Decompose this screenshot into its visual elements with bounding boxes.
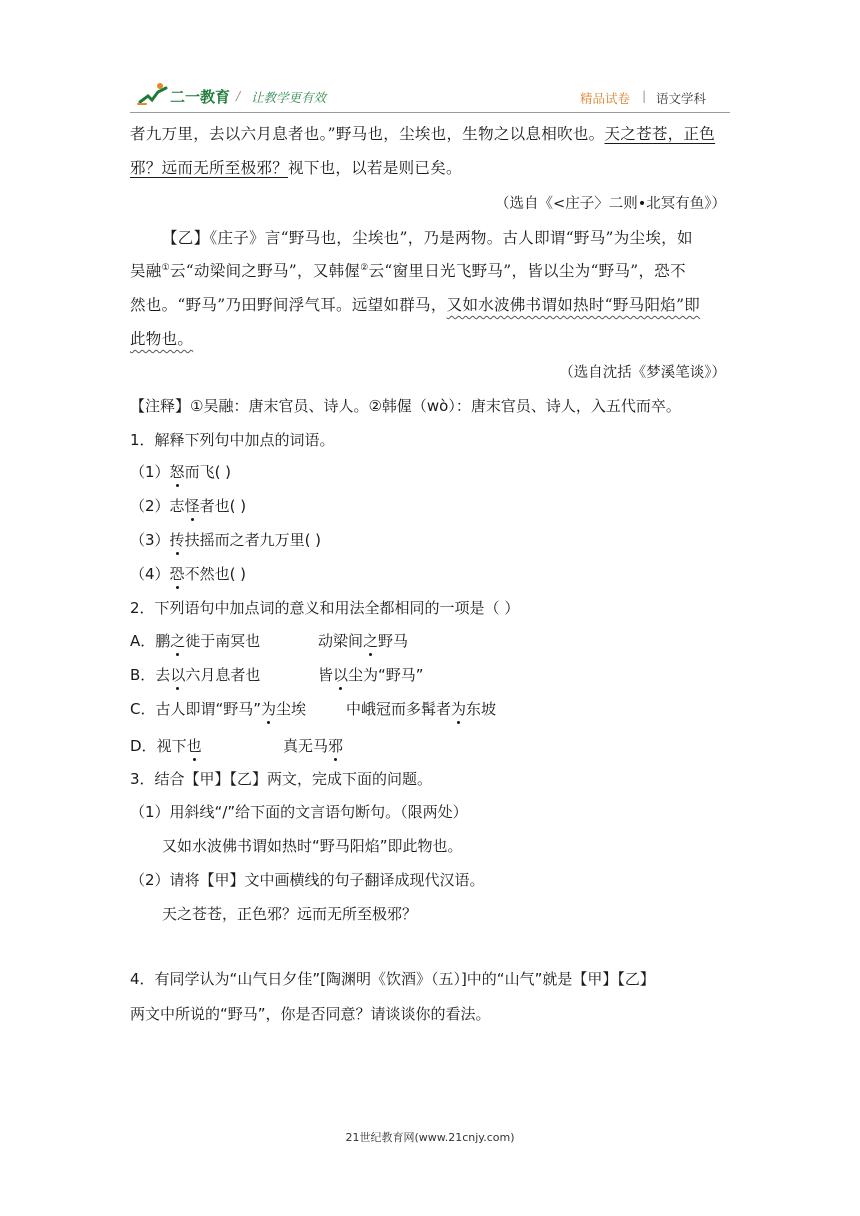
item-prefix: （1） — [130, 463, 170, 481]
dotted-word: 也 — [186, 737, 202, 755]
option-text: 尘埃 — [276, 700, 307, 718]
passage-jia-line2 — [130, 156, 462, 178]
dotted-word: 之 — [170, 632, 186, 650]
text-segment: 然也。“野马”乃田野间浮气耳。远望如群马， — [130, 296, 447, 314]
text-segment: 者九万里，去以六月息者也。”野马也，尘埃也，生物之以息相吹也。 — [130, 125, 605, 143]
option-label: B． — [130, 666, 156, 684]
q3-sub1-text: 又如水波佛书谓如热时“野马阳焰”即此物也。 — [162, 837, 463, 855]
slogan: 让教学更有效 — [251, 90, 327, 105]
option-text: 鹏 — [155, 632, 171, 650]
option-text: 去 — [155, 666, 171, 684]
passage-jia-line1 — [130, 122, 715, 144]
item-text: 扶摇而之者九万里( ) — [184, 531, 322, 549]
dotted-word: 抟 — [169, 531, 185, 549]
option-text: 东坡 — [466, 700, 497, 718]
q2-option-b-right — [318, 664, 424, 685]
wavy-underlined-sentence: 此物也。 — [130, 330, 194, 348]
header-rule — [130, 112, 730, 113]
q3-title: 3．结合【甲】【乙】两文，完成下面的问题。 — [130, 770, 433, 788]
q1-item-4 — [130, 563, 246, 584]
dotted-word: 为 — [451, 700, 467, 718]
item-prefix: （2） — [130, 497, 170, 515]
q2-option-c-right — [346, 698, 496, 719]
text-segment: 云“窗里日光飞野马”，皆以尘为“野马”，恐不 — [368, 262, 686, 280]
footnote-mark: ② — [360, 262, 369, 273]
item-prefix: （3） — [130, 531, 170, 549]
q2-title: 2．下列语句中加点词的意义和用法全都相同的一项是（ ） — [130, 599, 520, 617]
underlined-sentence: 天之苍苍，正色 — [604, 125, 716, 143]
q2-option-d-right — [283, 735, 343, 756]
dotted-word: 恐 — [169, 565, 185, 583]
dotted-word: 为 — [261, 700, 277, 718]
footer: 21世纪教育网(www.21cnjy.com) — [345, 1131, 515, 1144]
passage-yi-source: （选自沈括《梦溪笔谈》） — [559, 365, 726, 381]
item-text: 者也( ) — [199, 497, 247, 515]
q3-sub2: （2）请将【甲】文中画横线的句子翻译成现代汉语。 — [130, 871, 485, 889]
q2-option-d — [130, 735, 202, 756]
option-text: 古人即谓“野马” — [155, 700, 262, 718]
option-label: A． — [130, 632, 156, 650]
text-segment: 云“动梁间之野马”，又韩偓 — [169, 262, 361, 280]
runner-logo-icon — [136, 82, 170, 106]
item-prefix: （4） — [130, 565, 170, 583]
header-separator: / — [236, 88, 241, 103]
underlined-sentence: 邪？远而无所至极邪？ — [130, 159, 289, 177]
dotted-word: 怪 — [184, 497, 200, 515]
q1-item-2 — [130, 495, 246, 516]
option-text: 野马 — [378, 632, 409, 650]
wavy-underlined-sentence: 又如水波佛书谓如热时“野马阳焰”即 — [446, 296, 701, 314]
text-segment: 视下也，以若是则已矣。 — [288, 159, 462, 177]
q2-option-b — [130, 664, 260, 685]
q4-line1: 4．有同学认为“山气日夕佳”[陶渊明《饮酒》（五）]中的“山气”就是【甲】【乙】 — [130, 970, 655, 988]
option-text: 皆 — [318, 666, 334, 684]
passage-yi-line3 — [130, 293, 700, 315]
q4-line2: 两文中所说的“野马”，你是否同意？请谈谈你的看法。 — [130, 1005, 491, 1023]
text-segment: 吴融 — [130, 262, 162, 280]
passage-yi-line4 — [130, 327, 193, 349]
passage-yi-line1: 【乙】《庄子》言“野马也，尘埃也”，乃是两物。古人即谓“野马”为尘埃，如 — [162, 229, 693, 247]
option-text: 动梁间 — [318, 632, 364, 650]
passage-jia-source: （选自《<庄子〉二则•北冥有鱼》） — [495, 196, 726, 212]
header-tag: 精品试卷 — [580, 91, 631, 106]
dotted-word: 邪 — [328, 737, 344, 755]
q1-item-1 — [130, 461, 231, 482]
option-label: C． — [130, 700, 156, 718]
notes: 【注释】①吴融：唐末官员、诗人。②韩偓（wò）：唐末官员、诗人，入五代而卒。 — [130, 397, 681, 415]
logo-text: 二一教育 — [170, 88, 231, 106]
item-text: 不然也( ) — [184, 565, 247, 583]
header-divider: | — [642, 88, 647, 103]
option-text: 中峨冠而多髯者 — [346, 700, 452, 718]
passage-yi-line2 — [130, 259, 686, 281]
q3-sub2-text: 天之苍苍，正色邪？远而无所至极邪？ — [162, 905, 418, 923]
footnote-mark: ① — [161, 262, 170, 273]
option-text: 尘为“野马” — [348, 666, 424, 684]
dotted-word: 以 — [170, 666, 186, 684]
option-text: 徙于南冥也 — [185, 632, 261, 650]
dotted-word: 以 — [333, 666, 349, 684]
header-subject: 语文学科 — [656, 91, 707, 106]
q2-option-c — [130, 698, 306, 719]
item-text: 志 — [169, 497, 185, 515]
option-text: 视下 — [156, 737, 187, 755]
q2-option-a — [130, 630, 260, 651]
option-text: 真无马 — [283, 737, 329, 755]
option-label: D． — [130, 737, 157, 755]
option-text: 六月息者也 — [185, 666, 261, 684]
dotted-word: 之 — [363, 632, 379, 650]
q1-item-3 — [130, 529, 321, 550]
q3-sub1: （1）用斜线“/”给下面的文言语句断句。（限两处） — [130, 803, 468, 821]
dotted-word: 怒 — [169, 463, 185, 481]
item-text: 而飞( ) — [184, 463, 232, 481]
q1-title: 1．解释下列句中加点的词语。 — [130, 431, 335, 449]
q2-option-a-right — [318, 630, 408, 651]
